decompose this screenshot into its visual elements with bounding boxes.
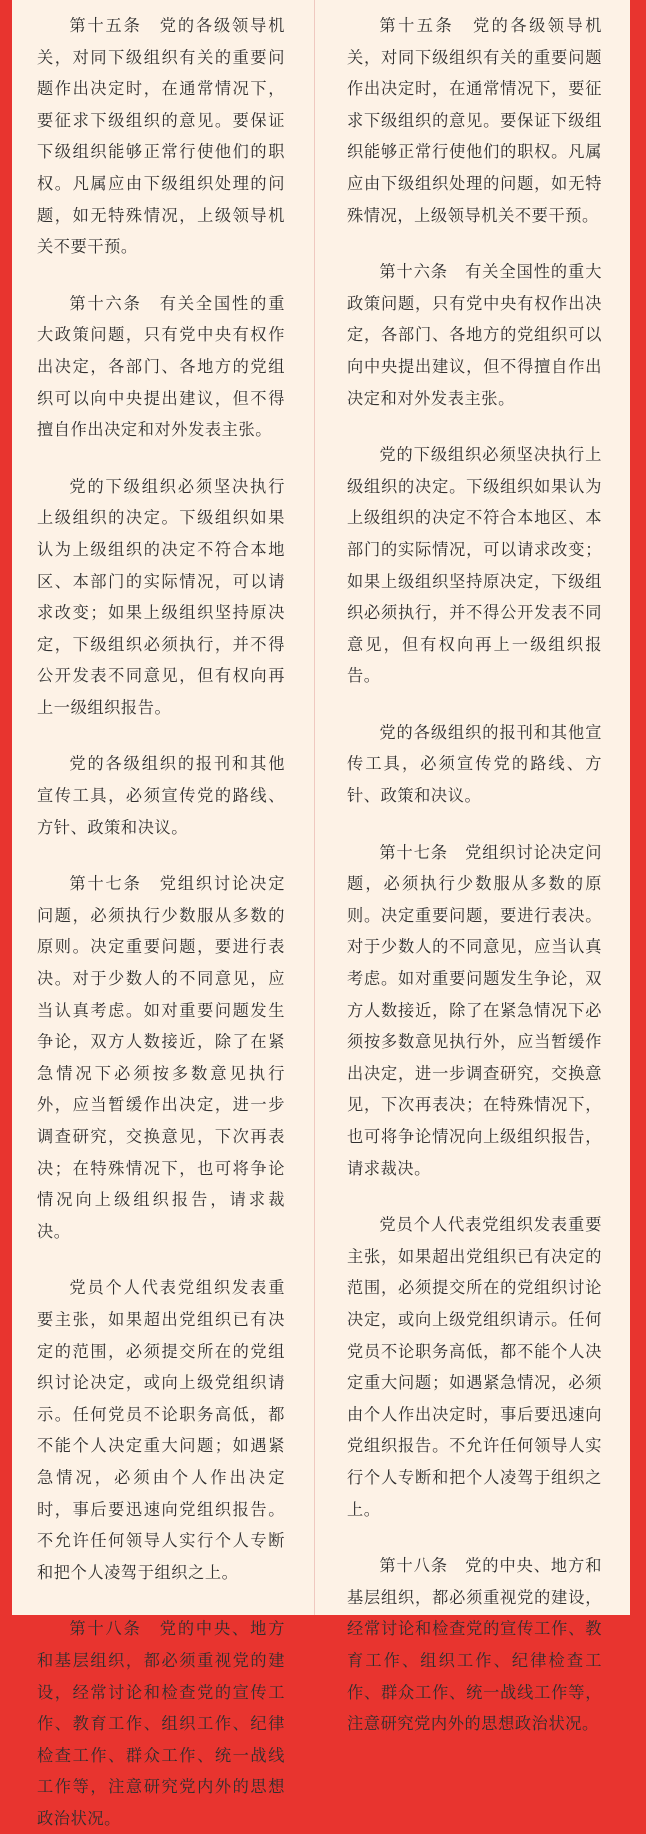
- right-column: [315, 0, 630, 1734]
- article-17-paragraph: 第十七条 党组织讨论决定问题，必须执行少数服从多数的原则。决定重要问题，要进行表决。对于少数人的不同意见，应当认真考虑。如对重要问题发生争论，双方人数接近，除了在紧急情况下必须按多数意见执行外，应当暂缓作出决定，进一步调查研究，交换意见，下次再表决；在特殊情况下，也可将争论情况向上级组织报告，请求裁决。: [37, 874, 285, 1241]
- article-15-paragraph: 第十五条 党的各级领导机关，对同下级组织有关的重要问题作出决定时，在通常情况下，要征求下级组织的意见。要保证下级组织能够正常行使他们的职权。凡属应由下级组织处理的问题，如无特殊情况，上级领导机关不要干预。: [347, 16, 602, 225]
- article-15-paragraph: 第十五条 党的各级领导机关，对同下级组织有关的重要问题作出决定时，在通常情况下，要征求下级组织的意见。要保证下级组织能够正常行使他们的职权。凡属应由下级组织处理的问题，如无特殊情况，上级领导机关不要干预。: [37, 16, 285, 257]
- subordinate-execution-paragraph: 党的下级组织必须坚决执行上级组织的决定。下级组织如果认为上级组织的决定不符合本地区、本部门的实际情况，可以请求改变；如果上级组织坚持原决定，下级组织必须执行，并不得公开发表不同意见，但有权向再上一级组织报告。: [347, 445, 602, 686]
- individual-statement-paragraph: 党员个人代表党组织发表重要主张，如果超出党组织已有决定的范围，必须提交所在的党组织讨论决定，或向上级党组织请示。任何党员不论职务高低，都不能个人决定重大问题；如遇紧急情况，必须由个人作出决定时，事后要迅速向党组织报告。不允许任何领导人实行个人专断和把个人凌驾于组织之上。: [37, 1278, 285, 1582]
- article-17-paragraph: 第十七条 党组织讨论决定问题，必须执行少数服从多数的原则。决定重要问题，要进行表决。对于少数人的不同意见，应当认真考虑。如对重要问题发生争论，双方人数接近，除了在紧急情况下必须按多数意见执行外，应当暂缓作出决定，进一步调查研究，交换意见，下次再表决；在特殊情况下，也可将争论情况向上级组织报告，请求裁决。: [347, 842, 602, 1178]
- article-18-paragraph: 第十八条 党的中央、地方和基层组织，都必须重视党的建设，经常讨论和检查党的宣传工作、教育工作、组织工作、纪律检查工作、群众工作、统一战线工作等，注意研究党内外的思想政治状况。: [347, 1556, 602, 1734]
- article-18-paragraph: 第十八条 党的中央、地方和基层组织，都必须重视党的建设，经常讨论和检查党的宣传工作、教育工作、组织工作、纪律检查工作、群众工作、统一战线工作等，注意研究党内外的思想政治状况。: [37, 1619, 285, 1828]
- right-red-border: [630, 0, 646, 1615]
- left-column: [12, 0, 315, 1828]
- publicity-paragraph: 党的各级组织的报刊和其他宣传工具，必须宣传党的路线、方针、政策和决议。: [37, 754, 285, 837]
- article-16-paragraph: 第十六条 有关全国性的重大政策问题，只有党中央有权作出决定，各部门、各地方的党组织可以向中央提出建议，但不得擅自作出决定和对外发表主张。: [347, 262, 602, 408]
- individual-statement-paragraph: 党员个人代表党组织发表重要主张，如果超出党组织已有决定的范围，必须提交所在的党组织讨论决定，或向上级党组织请示。任何党员不论职务高低，都不能个人决定重大问题；如遇紧急情况，必须由个人作出决定时，事后要迅速向党组织报告。不允许任何领导人实行个人专断和把个人凌驾于组织之上。: [347, 1215, 602, 1519]
- publicity-paragraph: 党的各级组织的报刊和其他宣传工具，必须宣传党的路线、方针、政策和决议。: [347, 722, 602, 806]
- article-16-paragraph: 第十六条 有关全国性的重大政策问题，只有党中央有权作出决定，各部门、各地方的党组织可以向中央提出建议，但不得擅自作出决定和对外发表主张。: [37, 293, 285, 440]
- left-red-border: [0, 0, 12, 1615]
- subordinate-execution-paragraph: 党的下级组织必须坚决执行上级组织的决定。下级组织如果认为上级组织的决定不符合本地区、本部门的实际情况，可以请求改变；如果上级组织坚持原决定，下级组织必须执行，并不得公开发表不同意见，但有权向再上一级组织报告。: [37, 476, 285, 717]
